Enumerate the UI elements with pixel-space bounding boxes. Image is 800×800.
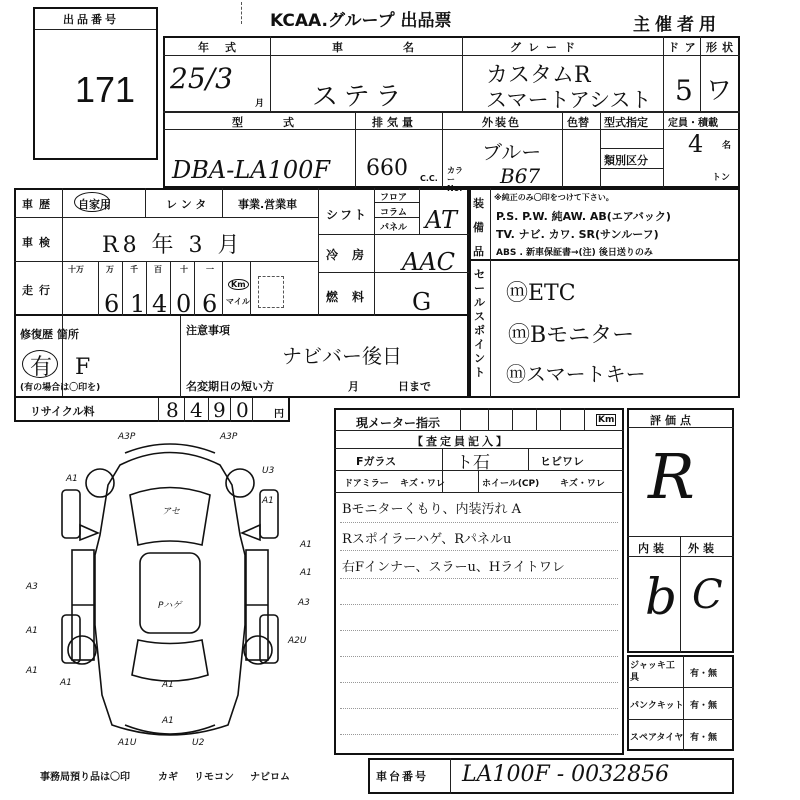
damage-mark-7: A3 <box>26 582 38 592</box>
usage-option-private[interactable]: 自家用 <box>78 198 111 211</box>
exterior-grade-label: 外装 <box>688 542 718 555</box>
repair-value: 有 F <box>30 355 99 380</box>
digit-label-1: 一 <box>206 265 214 274</box>
inspector-comment-3: 右Fインナー、スラーu、Hライトワレ <box>342 560 565 575</box>
jack-label: ジャッキ工具 <box>630 661 675 683</box>
unit-km[interactable]: Km <box>228 279 249 290</box>
mileage-digit-4: 0 <box>176 290 192 318</box>
displacement-value: 660 <box>366 156 408 181</box>
recycle-label: リサイクル料 <box>30 405 95 418</box>
lot-number-box <box>33 7 158 160</box>
shift-panel[interactable]: パネル <box>380 223 408 233</box>
meter-unit: Km <box>598 415 615 425</box>
damage-mark-2: A3P <box>220 432 238 442</box>
exterior-color-value: ブルー <box>482 140 542 164</box>
mileage-digit-5: 6 <box>202 290 218 318</box>
digit-label-100k: 十万 <box>68 265 84 274</box>
shift-column[interactable]: コラム <box>380 208 407 218</box>
equipment-line3: ABS . 新車保証書→(注) 後日送りのみ <box>496 248 653 258</box>
interior-grade-label: 内装 <box>638 542 668 555</box>
recycle-digit-3: 9 <box>213 398 226 422</box>
stamp-area <box>190 2 242 24</box>
expiry-day: 日まで <box>398 380 431 393</box>
recycle-digit-4: 0 <box>236 398 249 422</box>
car-damage-diagram <box>10 425 330 755</box>
ac-label: 冷房 <box>326 248 379 262</box>
office-item-navirom[interactable]: ナビロム <box>250 772 290 783</box>
glass-crack-option[interactable]: ヒビワレ <box>540 455 584 468</box>
spare-tire-label: スペアタイヤ <box>630 733 684 743</box>
inspection-value: R8 年 3 月 <box>102 233 244 258</box>
inspector-comment-2: Rスポイラーハゲ、Rパネルu <box>342 532 512 547</box>
wheel-options[interactable]: キズ・ワレ <box>560 479 605 489</box>
glass-value: ト石 <box>456 453 490 473</box>
chassis-value: LA100F - 0032856 <box>462 762 670 787</box>
damage-mark-5: A1 <box>262 496 274 506</box>
damage-mark-9: A1 <box>26 626 38 636</box>
damage-mark-8: A1 <box>300 568 312 578</box>
damage-mark-4: U3 <box>262 466 275 476</box>
shift-label: シフト <box>326 208 369 222</box>
mileage-digit-2: 1 <box>130 290 146 318</box>
glass-label: Fガラス <box>356 455 397 468</box>
digit-label-10: 十 <box>180 265 188 274</box>
mileage-digit-3: 4 <box>152 290 168 318</box>
exterior-grade-value: C <box>692 572 723 618</box>
damage-mark-17: U2 <box>192 738 205 748</box>
office-note: 事務局預り品は〇印 <box>40 772 130 783</box>
name-header: 車名 <box>332 41 474 54</box>
digit-label-10k: 万 <box>106 265 114 274</box>
damage-mark-19: Pハゲ <box>158 601 182 611</box>
score-value: R <box>648 440 695 513</box>
equipment-note: ※純正のみ〇印をつけて下さい。 <box>494 193 614 202</box>
cc-unit: C.C. <box>420 174 438 183</box>
doors-value: 5 <box>675 74 693 107</box>
organizer-label: 主催者用 <box>633 15 721 35</box>
damage-mark-15: A1 <box>162 716 174 726</box>
capacity-value: 4 <box>688 130 704 158</box>
usage-option-rental[interactable]: レンタ <box>166 198 211 211</box>
repair-hint: (有の場合は〇印を) <box>20 383 101 393</box>
sales-point-1: ⓜETC <box>506 281 576 306</box>
damage-mark-12: A1 <box>26 666 38 676</box>
month-unit: 月 <box>255 99 265 109</box>
jack-options[interactable]: 有・無 <box>690 669 718 679</box>
damage-mark-14: A1 <box>162 680 174 690</box>
color-number-label: カラーNo. <box>447 166 463 193</box>
damage-mark-6: A1 <box>300 540 312 550</box>
recycle-digit-2: 4 <box>190 398 203 422</box>
shift-value: AT <box>425 206 458 234</box>
mileage-digit-1: 6 <box>104 290 120 318</box>
office-item-remote[interactable]: リモコン <box>194 772 234 783</box>
expiry-month: 月 <box>348 380 359 393</box>
grade-value-line1: カスタムR <box>486 63 591 88</box>
usage-selected-circle <box>74 192 110 212</box>
recycle-unit: 円 <box>274 409 284 420</box>
car-name-value: ステラ <box>312 82 408 112</box>
puncture-kit-label: パンクキット <box>630 701 684 711</box>
inspector-comment-1: Bモニターくもり、内装汚れ A <box>342 502 522 517</box>
equipment-line2: TV. ナビ. カワ. SR(サンルーフ) <box>496 228 659 241</box>
lot-number-value: 171 <box>75 69 136 110</box>
ac-value: AAC <box>402 248 456 276</box>
repair-label: 修復歴 箇所 <box>20 328 79 341</box>
capacity-header: 定員・積載 <box>668 118 718 129</box>
form-title: KCAA.グループ 出品票 <box>270 11 452 31</box>
damage-mark-1: A3P <box>118 432 136 442</box>
lot-number-label: 出品番号 <box>63 13 119 26</box>
color-number-value: B67 <box>500 164 541 188</box>
digit-label-1k: 千 <box>130 265 138 274</box>
wheel-label: ホイール(CP) <box>482 479 540 489</box>
expiry-label: 名変期日の短い方 <box>186 380 274 393</box>
usage-option-business[interactable]: 事業.営業車 <box>238 198 298 211</box>
designation-header: 型式指定 <box>604 116 648 129</box>
digit-label-100: 百 <box>154 265 162 274</box>
shape-value: ワ <box>706 76 733 106</box>
grade-header: グレード <box>510 41 582 54</box>
meter-label: 現メーター指示 <box>356 416 441 430</box>
year-value: 25/3 <box>170 62 233 95</box>
repair-circle <box>22 350 58 378</box>
category-header: 類別区分 <box>604 154 648 167</box>
fuel-label: 燃料 <box>326 290 379 304</box>
recycle-digit-1: 8 <box>166 398 179 422</box>
exterior-color-header: 外装色 <box>482 116 521 129</box>
notes-value: ナビバー後日 <box>282 344 402 368</box>
year-header: 年式 <box>198 41 252 54</box>
sales-points-label: セールスポイント <box>474 268 485 379</box>
puncture-kit-options[interactable]: 有・無 <box>690 701 718 711</box>
spare-tire-options[interactable]: 有・無 <box>690 733 718 743</box>
interior-grade-value: b <box>645 568 678 626</box>
usage-label: 車歴 <box>22 198 56 211</box>
damage-mark-11: A2U <box>288 636 307 646</box>
damage-mark-10: A3 <box>298 598 310 608</box>
mileage-label: 走行 <box>22 284 56 297</box>
shift-floor[interactable]: フロア <box>380 193 408 203</box>
inspector-section-label: 【査定員記入】 <box>412 435 510 448</box>
displacement-header: 排気量 <box>372 116 417 129</box>
load-unit: トン <box>712 173 731 183</box>
doors-header: ドア <box>668 41 702 54</box>
unit-mile[interactable]: マイル <box>226 297 250 306</box>
score-label: 評価点 <box>650 414 695 427</box>
model-value: DBA-LA100F <box>172 156 331 184</box>
shape-header: 形状 <box>706 41 738 54</box>
model-header: 型式 <box>232 116 334 129</box>
equipment-line1: P.S. P.W. 純AW. AB(エアバック) <box>496 210 671 223</box>
damage-mark-16: A1U <box>118 738 137 748</box>
sales-point-3: ⓜスマートキー <box>506 362 646 386</box>
chassis-label: 車台番号 <box>376 770 428 783</box>
fuel-value: G <box>412 288 432 316</box>
mirror-options[interactable]: キズ・ワレ <box>400 479 445 489</box>
office-item-key[interactable]: カギ <box>158 772 178 783</box>
damage-mark-3: A1 <box>66 474 78 484</box>
damage-mark-13: A1 <box>60 678 72 688</box>
inspection-label: 車検 <box>22 236 56 249</box>
damage-mark-18: アセ <box>162 507 180 517</box>
notes-label: 注意事項 <box>186 324 230 337</box>
equipment-label: 装備品 <box>473 197 484 258</box>
mileage-extra-box <box>258 276 284 308</box>
mirror-label: ドアミラー <box>344 479 389 489</box>
sales-point-2: ⓜBモニター <box>508 323 635 348</box>
capacity-unit: 名 <box>722 141 732 151</box>
interior-color-header: 色替 <box>567 116 589 129</box>
grade-value-line2: スマートアシスト <box>486 88 652 112</box>
